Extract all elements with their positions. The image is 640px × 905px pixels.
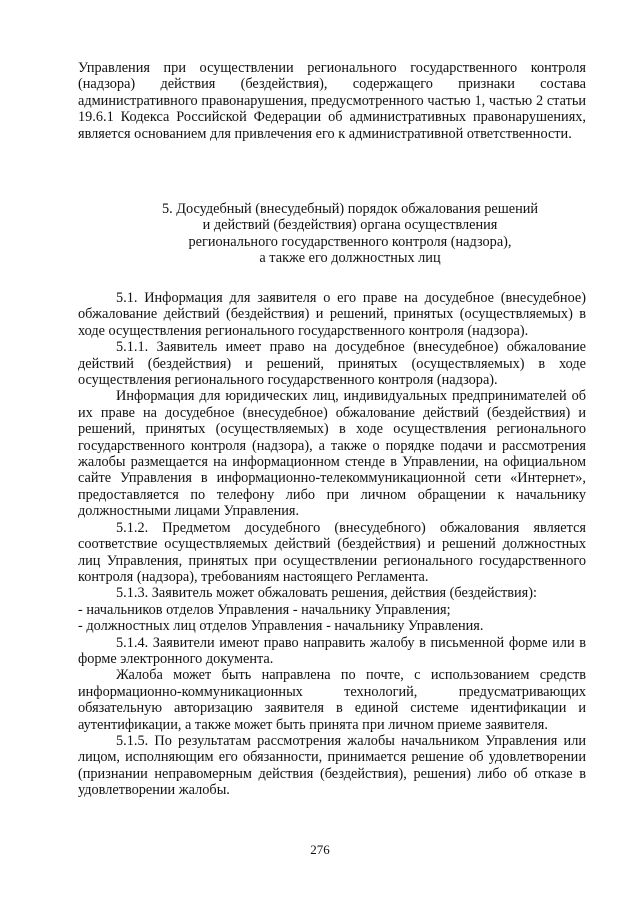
list-item: - начальников отделов Управления - начальнику Управления;: [78, 601, 451, 618]
paragraph-5-1-4: 5.1.4. Заявители имеют право направить жалобу в письменной форме или в форме электронного документа.: [78, 634, 586, 667]
section-heading: [100, 201, 600, 267]
paragraph-5-1: 5.1. Информация для заявителя о его праве на досудебное (внесудебное) обжалование действий (бездействия) и решений, принятых (осуществляемых) в ходе осуществления регионального государственного контроля (надзора).: [78, 290, 586, 339]
paragraph-5-1-2: 5.1.2. Предметом досудебного (внесудебного) обжалования является соответствие осуществляемых действий (бездействия) и решений должностных лиц Управления, принятых при осуществлении регионального государственного контроля (надзора), требованиям настоящего Регламента.: [78, 519, 586, 585]
section-heading-line: а также его должностных лиц: [259, 250, 441, 267]
page-number: 276: [310, 842, 330, 857]
paragraph-5-1-5: 5.1.5. По результатам рассмотрения жалобы начальником Управления или лицом, исполняющим его обязанности, принимается решение об удовлетворении (признании неправомерным действия (бездействия), решения) либо об отказе в удовлетворении жалобы.: [78, 732, 586, 799]
section-heading-line: 5. Досудебный (внесудебный) порядок обжалования решений: [161, 201, 539, 217]
paragraph-complaint-submission: Жалоба может быть направлена по почте, с использованием средств информационно-коммуникационных технологий, предусматривающих обязательную авторизацию заявителя в единой системе идентификации и аутентификации, а также может быть принята при личном приеме заявителя.: [78, 667, 586, 733]
section-body: [78, 290, 586, 799]
section-heading-line: и действий (бездействия) органа осуществления: [202, 217, 498, 234]
paragraph-info-for-applicants: Информация для юридических лиц, индивидуальных предпринимателей об их праве на досудебное (внесудебное) обжалование действий (бездействия) и решений, принятых (осуществляемых) в ходе осуществления регионального государственного контроля (надзора), а также о порядке подачи и рассмотрения жалобы размещается на информационном стенде в Управлении, на официальном сайте Управления в информационно-телекоммуникационной сети «Интернет», предоставляется по телефону либо при личном обращении к начальнику должностными лицами Управления.: [78, 388, 586, 520]
continued-paragraph: Управления при осуществлении регионального государственного контроля (надзора) действия (бездействия), содержащего признаки состава административного правонарушения, предусмотренного частью 1, частью 2 статьи 19.6.1 Кодекса Российской Федерации об административных правонарушениях, является основанием для привлечения его к административной ответственности.: [78, 60, 586, 142]
list-item: - должностных лиц отделов Управления - начальнику Управления.: [78, 618, 484, 635]
continued-paragraph-block: [78, 60, 586, 142]
section-heading-line: регионального государственного контроля (надзора),: [188, 233, 512, 250]
paragraph-5-1-3: 5.1.3. Заявитель может обжаловать решения, действия (бездействия):: [116, 585, 537, 602]
paragraph-5-1-1: 5.1.1. Заявитель имеет право на досудебное (внесудебное) обжалование действий (бездействия) и решений, принятых (осуществляемых) в ходе осуществления регионального государственного контроля (надзора).: [78, 339, 586, 389]
